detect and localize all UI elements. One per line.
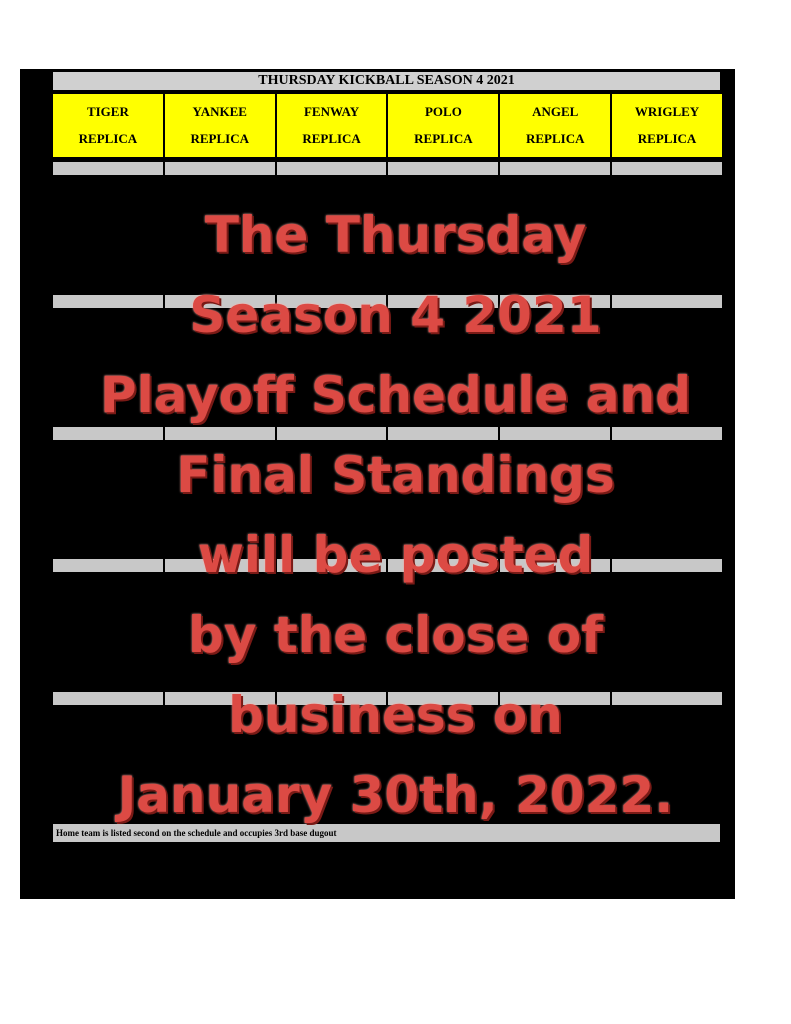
team-subtitle: REPLICA [302,131,361,147]
team-subtitle: REPLICA [78,131,138,147]
team-cell-polo [388,94,498,157]
team-cell-yankee [165,94,275,157]
notice-line: Season 4 2021 [189,286,602,344]
team-subtitle: REPLICA [414,131,473,147]
team-subtitle: REPLICA [637,131,697,147]
notice-line: Final Standings [176,446,615,504]
team-name: WRIGLEY [634,103,700,119]
divider-cell [277,162,387,175]
team-name: FENWAY [303,103,360,119]
team-name: ANGEL [532,103,579,119]
team-cell-wrigley [612,94,722,157]
notice-line: January 30th, 2022. [117,766,674,824]
notice-line: by the close of [188,606,603,664]
schedule-divider-row [53,162,722,175]
schedule-title: THURSDAY KICKBALL SEASON 4 2021 [53,72,720,90]
divider-cell [53,162,163,175]
team-cell-tiger [53,94,163,157]
team-cell-fenway [277,94,387,157]
notice-line: Playoff Schedule and [100,366,691,424]
notice-line: will be posted [197,526,594,584]
notice-line: The Thursday [204,206,587,264]
team-name: TIGER [86,103,129,119]
home-team-note: Home team is listed second on the schedule and occupies 3rd base dugout [53,824,720,842]
notice-line: business on [228,686,563,744]
team-subtitle: REPLICA [525,131,585,147]
season-notice-overlay [0,195,791,835]
team-name: POLO [424,103,462,119]
divider-cell [388,162,498,175]
team-subtitle: REPLICA [190,131,249,147]
team-cell-angel [500,94,610,157]
divider-cell [165,162,275,175]
divider-cell [612,162,722,175]
team-header-row [53,94,722,157]
team-name: YANKEE [192,103,247,119]
divider-cell [500,162,610,175]
